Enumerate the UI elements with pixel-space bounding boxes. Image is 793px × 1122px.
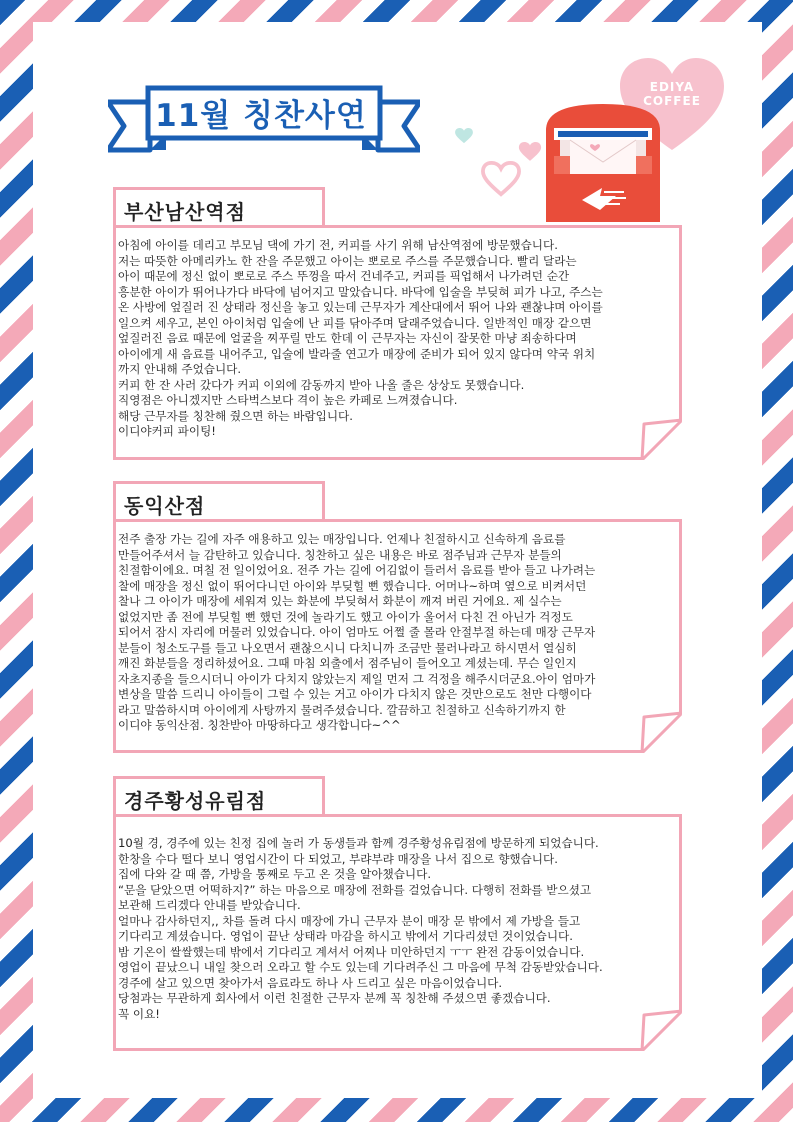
text-line: 집에 다와 갈 때 쯤, 가방을 통째로 두고 온 것을 알아챘습니다. bbox=[118, 867, 432, 881]
text-line: 저는 따뜻한 아메리카노 한 잔을 주문했고 아이는 뽀로로 주스를 주문했습니다. 빨리 달라는 bbox=[118, 253, 577, 268]
text-line: 흥분한 아이가 뛰어나가다 바닥에 넘어지고 말았습니다. 바닥에 입술을 부딪혀 피가 나고, 주스는 bbox=[118, 284, 603, 299]
outline-heart-icon bbox=[480, 160, 522, 198]
text-line: 아이 때문에 정신 없이 뽀로로 주스 뚜껑을 따서 건네주고, 커피를 픽업해서 나가려던 순간 bbox=[118, 269, 570, 283]
text-line: 직영점은 아니겠지만 스타벅스보다 격이 높은 카페로 느껴졌습니다. bbox=[118, 393, 458, 407]
text-line: 꼭 이요! bbox=[118, 1006, 160, 1021]
logo-line-1: EDIYA bbox=[649, 80, 695, 94]
text-line: 아이에게 새 음료를 내어주고, 입술에 발라줄 연고가 매장에 준비가 되어 있지 않다며 약국 위치 bbox=[118, 346, 596, 361]
text-line: 얼마나 감사하던지,, 차를 돌려 다시 매장에 가니 근무자 분이 매장 문 밖에서 제 가방을 들고 bbox=[118, 913, 581, 928]
text-line: 경주에 살고 있으면 찾아가서 음료라도 하나 사 드리고 싶은 마음이었습니다. bbox=[118, 975, 503, 990]
text-line: 전주 출장 가는 길에 자주 애용하고 있는 매장입니다. 언제나 친절하시고 신속하게 음료를 bbox=[118, 532, 566, 546]
section-text-gyeongju-hwangseong bbox=[118, 836, 684, 1022]
section-text-busan-namsan bbox=[118, 238, 684, 440]
text-line: 해당 근무자를 칭찬해 줬으면 하는 바람입니다. bbox=[118, 408, 353, 423]
text-line: 변상을 말씀 드리니 아이들이 그럴 수 있는 거고 아이가 다치지 않은 것만으로도 천만 다행이다 bbox=[118, 687, 592, 701]
text-line: 라고 말씀하시며 아이에게 사탕까지 물려주셨습니다. 깔끔하고 친절하고 신속하기까지 한 bbox=[118, 702, 566, 717]
text-line: 기다리고 계셨습니다. 영업이 끝난 상태라 마감을 하시고 밖에서 기다리셨던 것이었습니다. bbox=[118, 929, 573, 943]
text-line: 만들어주셔서 늘 감탄하고 있습니다. 칭찬하고 싶은 내용은 바로 점주님과 근무자 분들의 bbox=[118, 547, 562, 562]
pink-heart-icon bbox=[518, 142, 542, 162]
text-line: 이디야 동익산점. 칭찬받아 마땅하다고 생각합니다~^^ bbox=[118, 718, 401, 732]
text-line: 찰나 그 아이가 매장에 세워져 있는 화분에 부딪혀서 화분이 깨져 버린 거에요. 제 실수는 bbox=[118, 594, 562, 608]
text-line: 자초지종을 들으시더니 아이가 다치지 않았는지 제일 먼저 그 걱정을 해주시더군요.아이 엄마가 bbox=[118, 671, 596, 686]
section-tab-gyeongju-hwangseong: 경주황성유림점 bbox=[113, 776, 325, 814]
page-title: 11월 칭찬사연 bbox=[155, 97, 367, 134]
red-postbox-illustration bbox=[540, 100, 666, 222]
text-line: 영업이 끝났으니 내일 찾으러 오라고 할 수도 있는데 기다려주신 그 마음에 무척 감동받았습니다. bbox=[118, 960, 603, 974]
text-line: 되어서 잠시 자리에 머물러 있었습니다. 아이 엄마도 어쩔 줄 몰라 안절부절 하는데 매장 근무자 bbox=[118, 625, 596, 639]
logo-line-2: COFFEE bbox=[643, 94, 701, 108]
section-text-dong-iksan bbox=[118, 532, 684, 734]
text-line: 친절함이에요. 며칠 전 일이었어요. 전주 가는 길에 어김없이 들러서 음료를 받아 들고 나가려는 bbox=[118, 563, 596, 577]
text-line: 당첨과는 무관하게 회사에서 이런 친절한 근무자 분께 꼭 칭찬해 주셨으면 좋겠습니다. bbox=[118, 991, 551, 1005]
section-tab-busan-namsan: 부산남산역점 bbox=[113, 187, 325, 225]
text-line: 까지 안내해 주었습니다. bbox=[118, 362, 242, 376]
text-line: “문을 닫았으면 어떡하지?” 하는 마음으로 매장에 전화를 걸었습니다. 다행히 전화를 받으셨고 bbox=[118, 882, 592, 897]
text-line: 보관해 드리겠다 안내를 받았습니다. bbox=[118, 898, 301, 912]
text-line: 엎질러진 음료 때문에 얼굴을 찌푸릴 만도 한데 이 근무자는 자신이 잘못한 마냥 죄송하다며 bbox=[118, 331, 577, 345]
text-line: 없었지만 좀 전에 부딪힐 뻔 했던 것에 놀라기도 했고 아이가 울어서 다친 건 아닌가 걱정도 bbox=[118, 609, 573, 624]
text-line: 커피 한 잔 사러 갔다가 커피 이외에 감동까지 받아 나올 줄은 상상도 못했습니다. bbox=[118, 377, 525, 392]
text-line: 깨진 화분들을 정리하셨어요. 그때 마침 외출에서 점주님이 들어오고 계셨는데. 무슨 일인지 bbox=[118, 656, 577, 670]
text-line: 온 사방에 엎질러 진 상태라 정신을 놓고 있는데 근무자가 계산대에서 뛰어 나와 괜찮냐며 아이를 bbox=[118, 300, 603, 314]
text-line: 10월 경, 경주에 있는 친정 집에 놀러 가 동생들과 함께 경주황성유림점에 방문하게 되었습니다. bbox=[118, 836, 599, 850]
text-line: 찰에 매장을 정신 없이 뛰어다니던 아이와 부딪힐 뻔 했습니다. 어머나~하며 옆으로 비켜서던 bbox=[118, 578, 587, 593]
text-line: 분들이 청소도구를 들고 나오면서 괜찮으시니 다치니까 조금만 물러나라고 하시면서 열심히 bbox=[118, 640, 577, 655]
text-line: 아침에 아이를 데리고 부모님 댁에 가기 전, 커피를 사기 위해 남산역점에 방문했습니다. bbox=[118, 238, 558, 252]
text-line: 일으켜 세우고, 본인 아이처럼 입술에 난 피를 닦아주며 달래주었습니다. 일반적인 매장 같으면 bbox=[118, 315, 592, 330]
text-line: 이디야커피 파이팅! bbox=[118, 424, 216, 438]
section-tab-dong-iksan: 동익산점 bbox=[113, 481, 325, 519]
text-line: 한창을 수다 떨다 보니 영업시간이 다 되었고, 부랴부랴 매장을 나서 집으로 향했습니다. bbox=[118, 851, 558, 866]
text-line: 밤 기온이 쌀쌀했는데 밖에서 기다리고 계셔서 어찌나 미안하던지 ㅜㅜ 완전 감동이었습니다. bbox=[118, 944, 585, 959]
mint-heart-icon bbox=[455, 128, 473, 144]
